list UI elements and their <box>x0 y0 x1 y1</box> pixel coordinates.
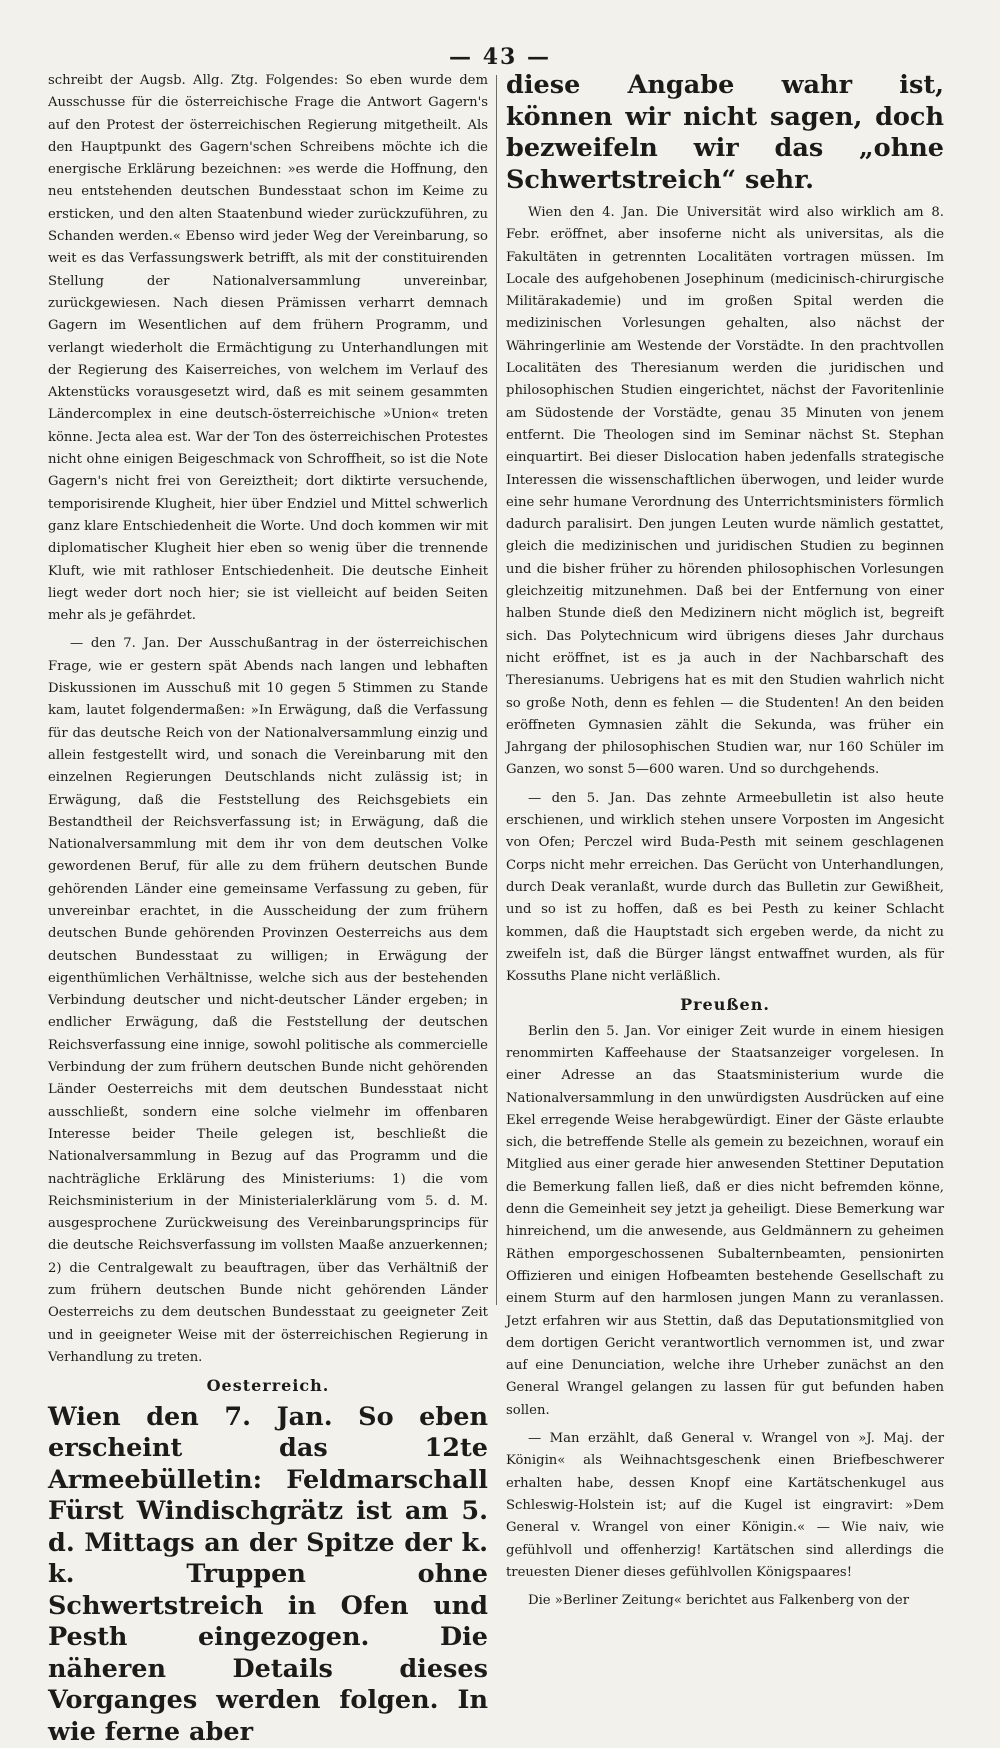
page-number: — 43 — <box>449 44 551 70</box>
article-paragraph: Berlin den 5. Jan. Vor einiger Zeit wurde in einem hiesigen renommirten Kaffeehause der Staatsanzeiger vorgelesen. In einer Adresse an das Staatsministerium wurde die Nationalversammlung in den unwürdigsten Ausdrücken auf eine Ekel erregende Weise herabgewürdigt. Einer der Gäste erlaubte sich, die betreffende Stelle als gemein zu bezeichnen, worauf ein Mitglied aus einer gerade hier anwesenden Stettiner Deputation die Bemerkung fallen ließ, daß er dies nicht befremden könne, denn die Gemeinheit sey jetzt ja geheiligt. Diese Bemerkung war hinreichend, um die anwesende, aus Geldmännern zu geheimen Räthen emporgeschossenen Subalternbeamten, pensionirten Offizieren und einigen Hofbeamten bestehende Gesellschaft zu einem Sturm auf den harmlosen jungen Mann zu veranlassen. Jetzt erfahren wir aus Stettin, daß das Deputationsmitglied von dem dortigen Gericht verantwortlich vernommen ist, und zwar auf eine Denunciation, welche ihre Urheber zunächst an den General Wrangel gelangen zu lassen für gut befunden haben sollen. <box>506 1023 944 1418</box>
article-paragraph: — Man erzählt, daß General v. Wrangel von »J. Maj. der Königin« als Weihnachtsgeschenk einen Briefbeschwerer erhalten habe, dessen Knopf eine Kartätschenkugel aus Schleswig-Holstein ist; auf die Kugel ist eingravirt: »Dem General v. Wrangel von einer Königin.« — Wie naiv, wie gefühlvoll und offenherzig! Kartätschen sind allerdings die treuesten Diener dieses gefühlvollen Königspaares! <box>506 1431 944 1580</box>
left-column <box>48 70 488 1748</box>
column-divider <box>496 75 497 1305</box>
article-paragraph: — den 5. Jan. Das zehnte Armeebulletin ist also heute erschienen, und wirklich stehen unsere Vorposten im Angesicht von Ofen; Perczel wird Buda-Pesth mit seinem geschlagenen Corps nicht mehr erreichen. Das Gerücht von Unterhandlungen, durch Deak veranlaßt, wurde durch das Bulletin zur Gewißheit, und so ist zu hoffen, daß es bei Pesth zu keiner Schlacht kommen, daß die Hauptstadt sich ergeben werde, da nicht zu zweifeln ist, daß die Bürger längst entwaffnet wurden, als für Kossuths Plane nicht verläßlich. <box>506 790 944 985</box>
article-paragraph: Die »Berliner Zeitung« berichtet aus Falkenberg von der <box>528 1593 910 1609</box>
right-column <box>506 70 944 1612</box>
section-heading-oesterreich: Oesterreich. <box>206 1376 330 1396</box>
article-paragraph: Wien den 4. Jan. Die Universität wird also wirklich am 8. Febr. eröffnet, aber insoferne nicht als universitas, als die Fakultäten in getrennten Localitäten vortragen müssen. Im Locale des aufgehobenen Josephinum (medicinisch-chirurgische Militärakademie) und im großen Spital werden die medizinischen Vorlesungen gehalten, also nächst der Währingerlinie am Westende der Vorstädte. In den prachtvollen Localitäten des Theresianum werden die juridischen und philosophischen Studien eingerichtet, nächst der Favoritenlinie am Südostende der Vorstädte, genau 35 Minuten von jenem entfernt. Die Theologen sind im Seminar nächst St. Stephan einquartirt. Bei dieser Dislocation haben jedenfalls strategische Interessen die wissenschaftlichen überwogen, und leider wurde eine sehr humane Verordnung des Unterrichtsministers förmlich dadurch paralisirt. Den jungen Leuten wurde nämlich gestattet, gleich die medizinischen und juridischen Studien zu beginnen und die bisher früher zu hörenden philosophischen Vorlesungen gleichzeitig mitzunehmen. Daß bei der Entfernung von einer halben Stunde dieß den Medizinern nicht möglich ist, begreift sich. Das Polytechnicum wird übrigens dieses Jahr durchaus nicht eröffnet, ist es ja auch in der Nachbarschaft des Theresianums. Uebrigens hat es mit den Studien wahrlich nicht so große Noth, denn es fehlen — die Studenten! An den beiden eröffneten Gymnasien zählt die Sekunda, was früher ein Jahrgang der philosophischen Studien war, nur 160 Schüler im Ganzen, wo sonst 5—600 waren. Und so durchgehends. <box>506 205 944 778</box>
article-paragraph: — den 7. Jan. Der Ausschußantrag in der österreichischen Frage, wie er gestern spät Abends nach langen und lebhaften Diskussionen im Ausschuß mit 10 gegen 5 Stimmen zu Stande kam, lautet folgendermaßen: »In Erwägung, daß die Verfassung für das deutsche Reich von der Nationalversammlung einzig und allein festgestellt wird, und sonach die Vereinbarung mit den einzelnen Regierungen Deutschlands nicht zulässig ist; in Erwägung, daß die Feststellung des Reichsgebiets ein Bestandtheil der Reichsverfassung ist; in Erwägung, daß die Nationalversammlung mit dem ihr von dem deutschen Volke gewordenen Beruf, für alle zu dem frühern deutschen Bunde gehörenden Länder eine gemeinsame Verfassung zu geben, für unvereinbar erachtet, in die Ausscheidung der zum frühern deutschen Bunde gehörenden Provinzen Oesterreichs aus dem deutschen Bundesstaat zu willigen; in Erwägung der eigenthümlichen Verhältnisse, welche sich aus der bestehenden Verbindung deutscher und nicht-deutscher Länder ergeben; in endlicher Erwägung, daß die Feststellung der deutschen Reichsverfassung eine innige, sowohl politische als commercielle Verbindung der zum frühern deutschen Bunde nicht gehörenden Länder Oesterreichs mit dem deutschen Bundesstaat nicht ausschließt, sondern eine solche vielmehr im offenbaren Interesse beider Theile gelegen ist, beschließt die Nationalversammlung in Bezug auf das Programm und die nachträgliche Erklärung des Ministeriums: 1) die vom Reichsministerium in der Ministerialerklärung vom 5. d. M. ausgesprochene Zurückweisung des Vereinbarungsprincips für die deutsche Reichsverfassung im vollsten Maaße anzuerkennen; 2) die Centralgewalt zu beauftragen, über das Verhältniß der zum frühern deutschen Bunde nicht gehörenden Länder Oesterreichs zu dem deutschen Bundesstaat zu geeigneter Zeit und in geeigneter Weise mit der österreichischen Regierung in Verhandlung zu treten. <box>48 636 488 1365</box>
section-heading-preussen: Preußen. <box>680 995 770 1015</box>
article-paragraph: schreibt der Augsb. Allg. Ztg. Folgendes: So eben wurde dem Ausschusse für die österreichische Frage die Antwort Gagern's auf den Protest der österreichischen Regierung mitgetheilt. Als den Hauptpunkt des Gagern'schen Schreibens möchte ich die energische Erklärung bezeichnen: »es werde die Hoffnung, den neu entstehenden deutschen Bundesstaat schon im Keime zu ersticken, und den alten Staatenbund wieder zurückzuführen, zu Schanden werden.« Ebenso wird jeder Weg der Vereinbarung, so weit es das Verfassungswerk betrifft, als mit der constituirenden Stellung der Nationalversammlung unvereinbar, zurückgewiesen. Nach diesen Prämissen verharrt demnach Gagern im Wesentlichen auf dem frühern Programm, und verlangt wiederholt die Ermächtigung zu Unterhandlungen mit der Regierung des Kaiserreiches, von welchem im Verlauf des Aktenstücks vorausgesetzt wird, daß es mit seinem gesammten Ländercomplex in eine deutsch-österreichische »Union« treten könne. Jecta alea est. War der Ton des österreichischen Protestes nicht ohne einigen Beigeschmack von Schroffheit, so ist die Note Gagern's nicht frei von Gereiztheit; dort diktirte versuchende, temporisirende Klugheit, hier über Endziel und Mittel schwerlich ganz klare Entschiedenheit die Worte. Und doch kommen wir mit diplomatischer Klugheit hier eben so wenig über die trennende Kluft, wie mit rathloser Entschiedenheit. Die deutsche Einheit liegt weder dort noch hier; sie ist vielleicht auf beiden Seiten mehr als je gefährdet. <box>48 73 488 624</box>
headline-paragraph: diese Angabe wahr ist, können wir nicht sagen, doch bezweifeln wir das „ohne Schwertstreich“ sehr. <box>506 70 944 195</box>
headline-paragraph: Wien den 7. Jan. So eben erscheint das 12te Armeebülletin: Feldmarschall Fürst Windischgrätz ist am 5. d. Mittags an der Spitze der k. k. Truppen ohne Schwertstreich in Ofen und Pesth eingezogen. Die näheren Details dieses Vorganges werden folgen. In wie ferne aber <box>48 1401 488 1747</box>
